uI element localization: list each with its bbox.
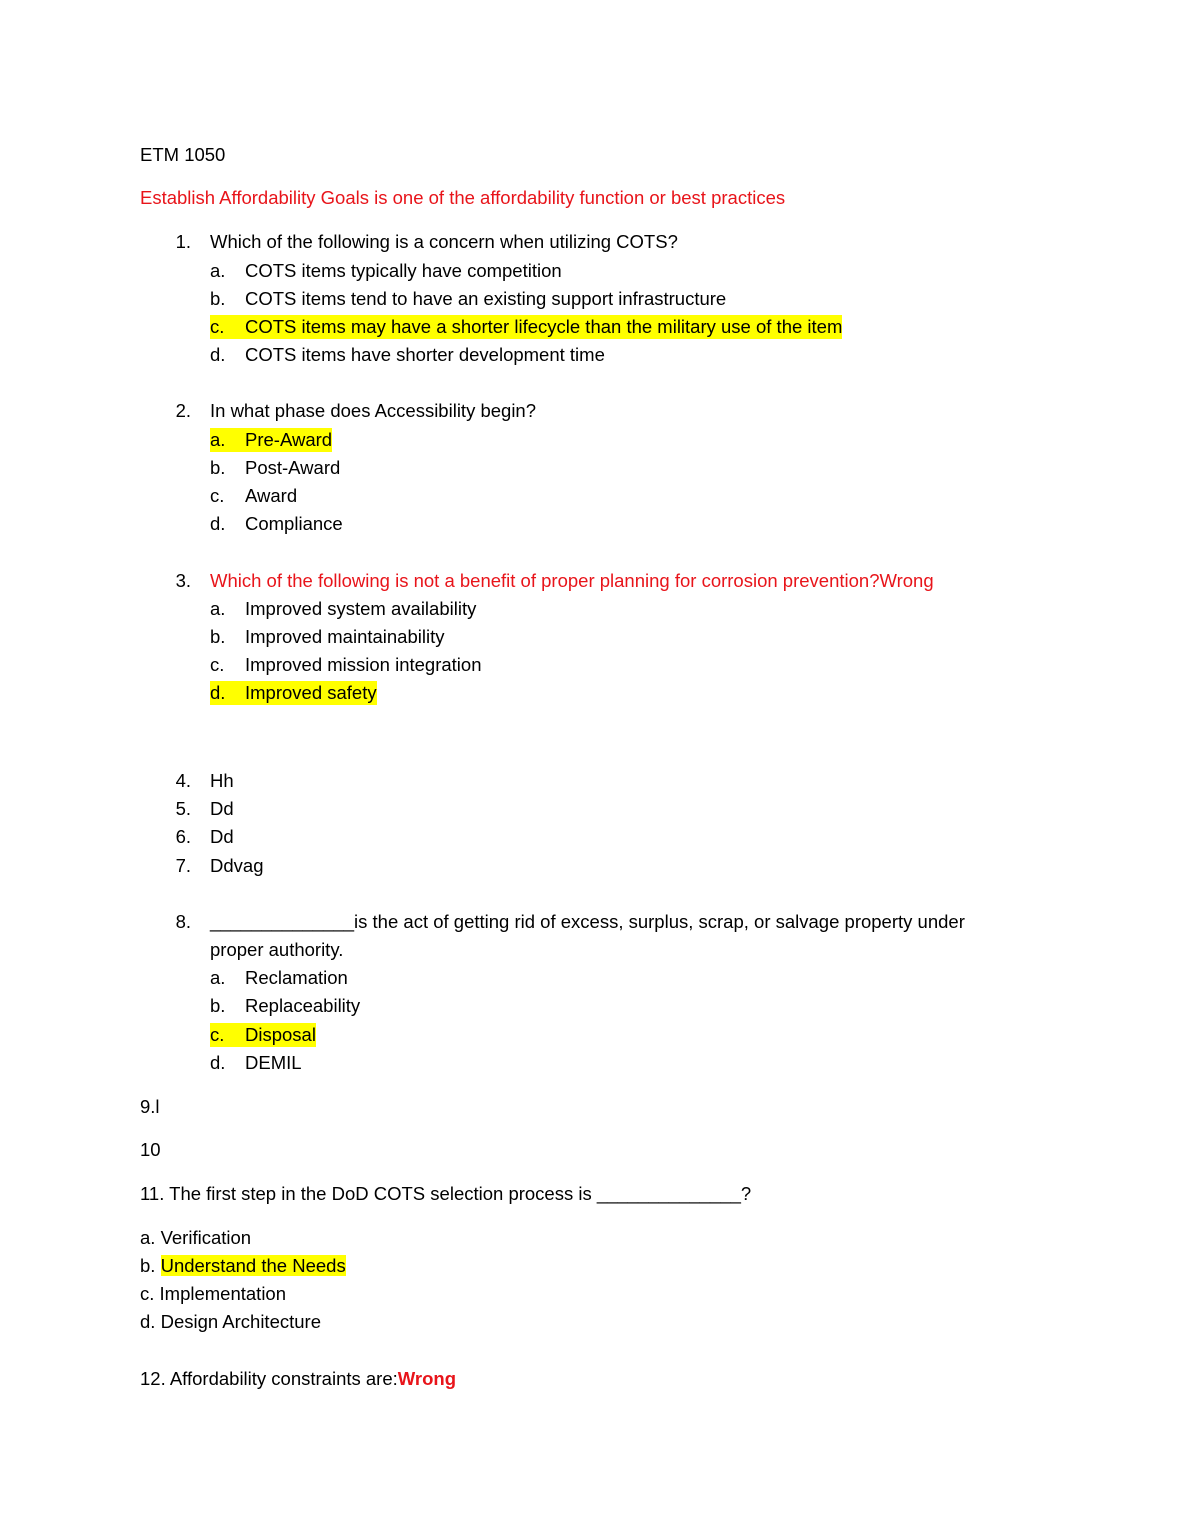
question-number: 3. xyxy=(175,570,191,591)
option-prefix: c. xyxy=(140,1283,160,1304)
question-number: 5. xyxy=(175,798,191,819)
question-10: 10 xyxy=(140,1139,161,1160)
option-text: Compliance xyxy=(245,513,343,534)
option xyxy=(140,1310,321,1334)
option-letter-highlighted: c. xyxy=(210,1023,245,1047)
option xyxy=(140,1254,346,1278)
option-text: Post-Award xyxy=(245,457,341,478)
option-text: Award xyxy=(245,485,298,506)
option-letter: d. xyxy=(210,1052,226,1073)
option-letter: c. xyxy=(210,654,225,675)
option-letter: c. xyxy=(210,485,225,506)
option-text: COTS items typically have competition xyxy=(245,260,562,281)
option-letter: a. xyxy=(210,967,226,988)
question-text: Which of the following is a concern when utilizing COTS? xyxy=(210,231,678,252)
option-letter-highlighted: d. xyxy=(210,681,245,705)
option-text: COTS items have shorter development time xyxy=(245,344,605,365)
option-letter: b. xyxy=(210,626,226,647)
option-text: Verification xyxy=(160,1227,252,1248)
question-text-line-2: proper authority. xyxy=(210,939,344,960)
option-text-highlighted: Pre-Award xyxy=(245,429,333,450)
question-text-line-1: ______________is the act of getting rid of excess, surplus, scrap, or salvage property under xyxy=(210,911,965,932)
option-letter-highlighted: a. xyxy=(210,428,245,452)
question-text: 12. Affordability constraints are: xyxy=(140,1368,398,1389)
question-number: 1. xyxy=(175,231,191,252)
option-text: Reclamation xyxy=(245,967,348,988)
option-text: Improved system availability xyxy=(245,598,477,619)
option-letter: b. xyxy=(210,288,226,309)
question-text: Ddvag xyxy=(210,855,264,876)
wrong-flag: Wrong xyxy=(397,1368,457,1389)
option-letter: d. xyxy=(210,513,226,534)
question-text: In what phase does Accessibility begin? xyxy=(210,400,537,421)
option-letter: d. xyxy=(210,344,226,365)
affordability-note: Establish Affordability Goals is one of the affordability function or best practices xyxy=(140,187,786,208)
question-number: 6. xyxy=(175,826,191,847)
option-prefix: a. xyxy=(140,1227,161,1248)
option-text: Replaceability xyxy=(245,995,361,1016)
option xyxy=(140,1226,251,1250)
option-text: Design Architecture xyxy=(160,1311,321,1332)
question-text: 11. The first step in the DoD COTS selection process is ______________? xyxy=(140,1183,752,1204)
question-9: 9.l xyxy=(140,1096,160,1117)
option xyxy=(140,1282,286,1306)
option-letter: b. xyxy=(210,995,226,1016)
question-number: 2. xyxy=(175,400,191,421)
document-header: ETM 1050 xyxy=(140,144,226,165)
option-letter: b. xyxy=(210,457,226,478)
option-text: Improved mission integration xyxy=(245,654,482,675)
option-text-highlighted: Disposal xyxy=(245,1024,316,1045)
option-text-highlighted: Understand the Needs xyxy=(160,1255,346,1276)
option-text-highlighted: Improved safety xyxy=(245,682,377,703)
question-text: Dd xyxy=(210,826,234,847)
question-number: 7. xyxy=(175,855,191,876)
question-12 xyxy=(140,1367,456,1391)
question-number: 8. xyxy=(175,911,191,932)
option-text-highlighted: COTS items may have a shorter lifecycle than the military use of the item xyxy=(245,316,843,337)
question-text: Which of the following is not a benefit of proper planning for corrosion prevention?Wrong xyxy=(210,570,934,591)
question-text: Hh xyxy=(210,770,234,791)
option-prefix: d. xyxy=(140,1311,161,1332)
question-number: 4. xyxy=(175,770,191,791)
option-letter: a. xyxy=(210,260,226,281)
option-text: COTS items tend to have an existing support infrastructure xyxy=(245,288,727,309)
option-letter-highlighted: c. xyxy=(210,315,245,339)
option-text: Implementation xyxy=(159,1283,287,1304)
question-text: Dd xyxy=(210,798,234,819)
option-text: Improved maintainability xyxy=(245,626,445,647)
option-prefix: b. xyxy=(140,1255,161,1276)
option-letter: a. xyxy=(210,598,226,619)
option-text: DEMIL xyxy=(245,1052,302,1073)
